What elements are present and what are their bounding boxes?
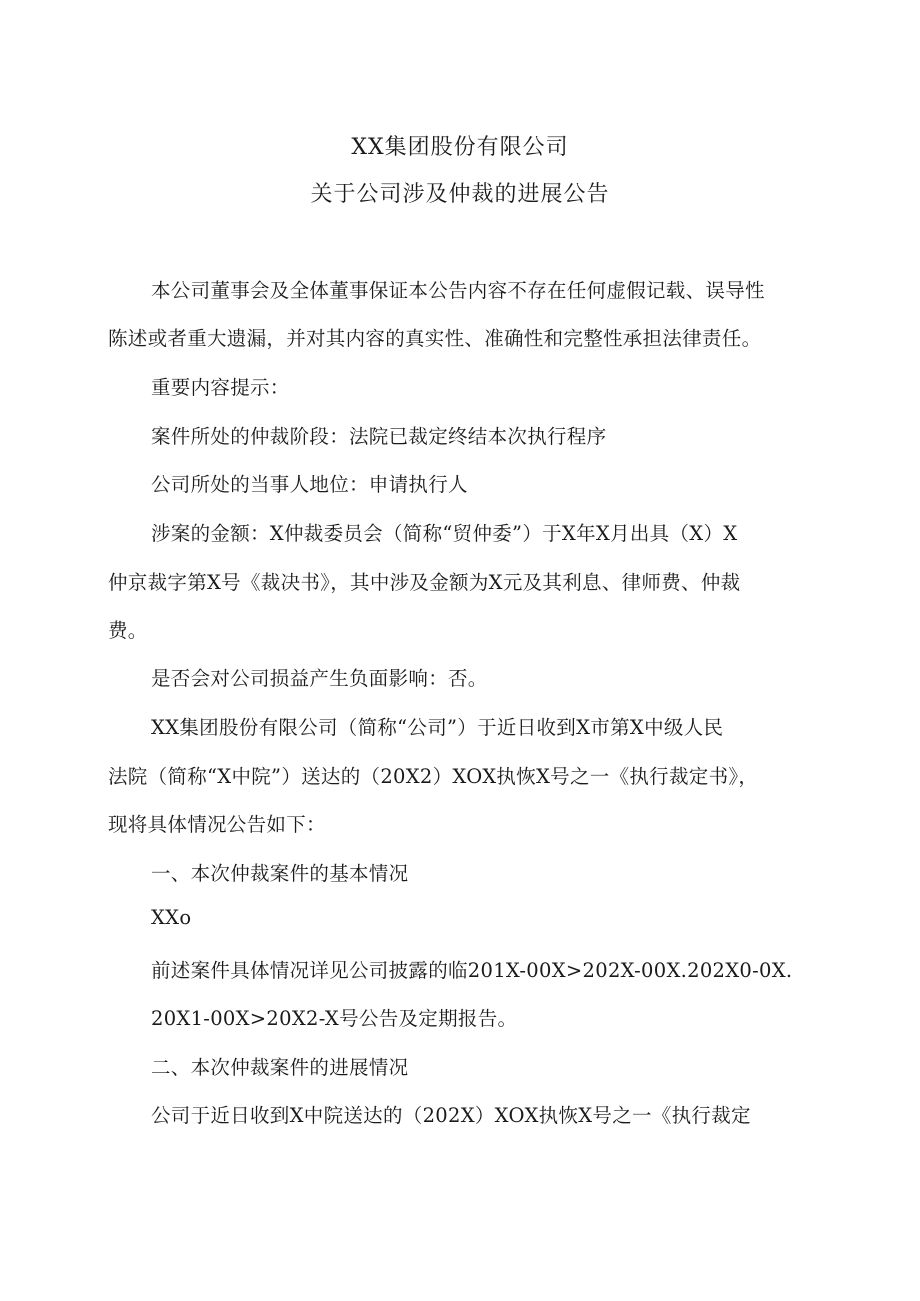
paragraph-line: 是否会对公司损益产生负面影响：否。: [151, 667, 488, 690]
paragraph-line: 陈述或者重大遗漏，并对其内容的真实性、准确性和完整性承担法律责任。: [108, 327, 762, 350]
paragraph-line: 公司所处的当事人地位：申请执行人: [151, 473, 468, 496]
paragraph-line: 本公司董事会及全体董事保证本公告内容不存在任何虚假记载、误导性: [151, 279, 765, 302]
announcement-title: 关于公司涉及仲裁的进展公告: [310, 182, 610, 207]
paragraph-line: 费。: [108, 619, 148, 642]
paragraph-line: 仲京裁字第X号《裁决书》，其中涉及金额为X元及其利息、律师费、仲裁: [108, 571, 741, 594]
paragraph-line: 案件所处的仲裁阶段：法院已裁定终结本次执行程序: [151, 425, 607, 448]
paragraph-line: 法院（简称“X中院”）送达的（20X2）XOX执恢X号之一《执行裁定书》，: [108, 765, 759, 788]
paragraph-line: 前述案件具体情况详见公司披露的临201X-00X>202X-00X.202X0-0X.: [151, 959, 793, 982]
paragraph-line: XX集团股份有限公司（简称“公司”）于近日收到X市第X中级人民: [151, 716, 724, 739]
paragraph-line: XXo: [151, 906, 192, 929]
section-heading: 二、本次仲裁案件的进展情况: [151, 1056, 409, 1079]
paragraph-line: 20X1-00X>20X2-X号公告及定期报告。: [151, 1007, 518, 1030]
section-heading: 一、本次仲裁案件的基本情况: [151, 862, 409, 885]
paragraph-line: 涉案的金额：X仲裁委员会（简称“贸仲委”）于X年X月出具（X）X: [151, 522, 738, 545]
paragraph-line: 重要内容提示：: [151, 376, 290, 399]
paragraph-line: 现将具体情况公告如下：: [108, 813, 326, 836]
company-name-heading: XX集团股份有限公司: [351, 135, 569, 160]
paragraph-line: 公司于近日收到X中院送达的（202X）XOX执恢X号之一《执行裁定: [151, 1104, 751, 1127]
